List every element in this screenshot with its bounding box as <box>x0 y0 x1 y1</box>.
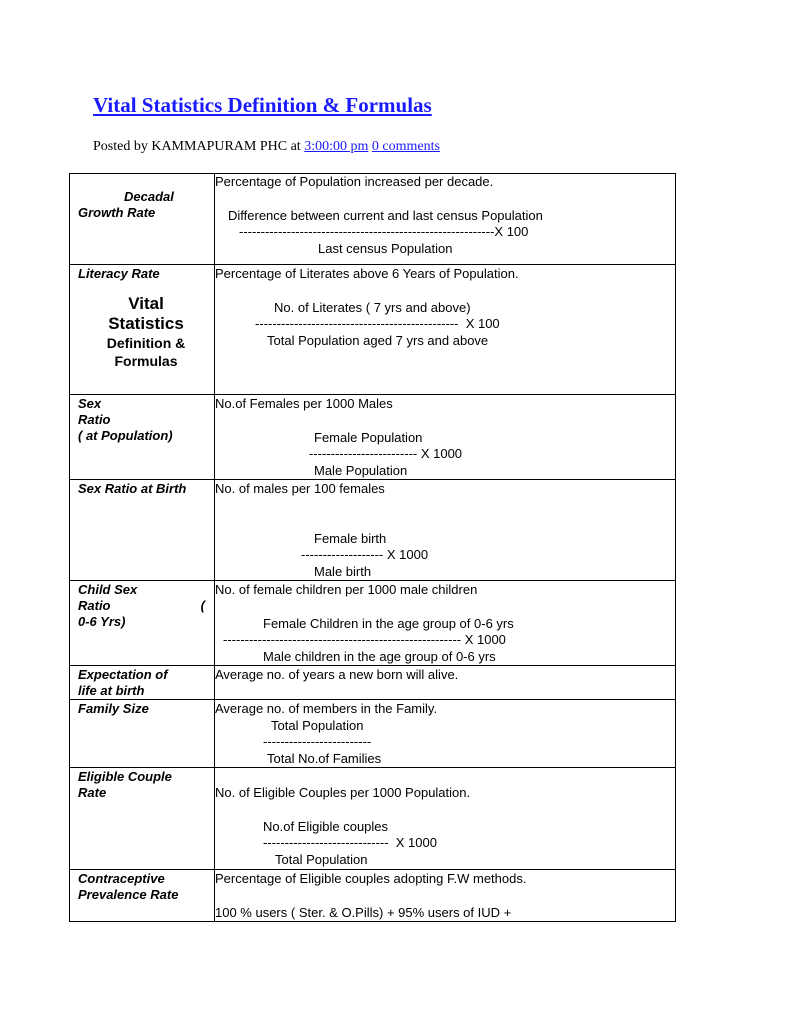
side-title-3: Definition & <box>106 335 186 351</box>
table-row <box>70 768 676 870</box>
row-definition: No.of Females per 1000 Males Female Population ------------------------- X 1000 Male Population <box>215 395 676 480</box>
table-row <box>70 395 676 480</box>
side-title-1: Vital <box>128 294 164 313</box>
table-row <box>70 174 676 265</box>
table-row <box>70 480 676 581</box>
row-label: Contraceptive Prevalence Rate <box>70 870 215 922</box>
vital-stats-table <box>69 173 676 922</box>
row-definition: Percentage of Literates above 6 Years of Population. No. of Literates ( 7 yrs and above) ----------------------------------------------- X 100 Total Population aged 7 yrs and above <box>215 265 676 395</box>
row-label: Expectation of life at birth <box>70 666 215 700</box>
post-time-link[interactable]: 3:00:00 pm <box>304 139 369 154</box>
row-definition: Average no. of years a new born will alive. <box>215 666 676 700</box>
row-definition: No. of Eligible Couples per 1000 Population. No.of Eligible couples ----------------------------- X 1000 Total Population <box>215 768 676 870</box>
byline <box>93 139 440 155</box>
row-label: Decadal Growth Rate <box>70 174 215 265</box>
table-row <box>70 700 676 768</box>
row-label: Literacy Rate Vital Statistics Definition & Formulas <box>70 265 215 395</box>
row-definition: No. of female children per 1000 male children Female Children in the age group of 0-6 yrs ------------------------------------------------------- X 1000 Male children in the age group of 0-6 yrs <box>215 581 676 666</box>
row-label: Family Size <box>70 700 215 768</box>
posted-by: Posted by KAMMAPURAM PHC at <box>93 139 305 154</box>
table-row <box>70 265 676 395</box>
row-definition: No. of males per 100 females Female birth ------------------- X 1000 Male birth <box>215 480 676 581</box>
side-title-4: Formulas <box>114 353 178 369</box>
row-label: Sex Ratio at Birth <box>70 480 215 581</box>
row-definition: Percentage of Population increased per decade. Difference between current and last census Population -----------------------------------------------------------X 100 Last census Population <box>215 174 676 265</box>
post-title-link[interactable]: Vital Statistics Definition & Formulas <box>93 93 432 117</box>
side-title-2: Statistics <box>108 314 184 333</box>
row-definition: Percentage of Eligible couples adopting F.W methods. 100 % users ( Ster. & O.Pills) + 95% users of IUD + <box>215 870 676 922</box>
row-label: Eligible Couple Rate <box>70 768 215 870</box>
comments-link[interactable]: 0 comments <box>371 139 440 154</box>
table-row <box>70 870 676 922</box>
row-label: Sex Ratio ( at Population) <box>70 395 215 480</box>
row-definition: Average no. of members in the Family. Total Population ------------------------- Total No.of Families <box>215 700 676 768</box>
table-row <box>70 666 676 700</box>
table-row <box>70 581 676 666</box>
row-label: Child Sex Ratio ( 0-6 Yrs) <box>70 581 215 666</box>
